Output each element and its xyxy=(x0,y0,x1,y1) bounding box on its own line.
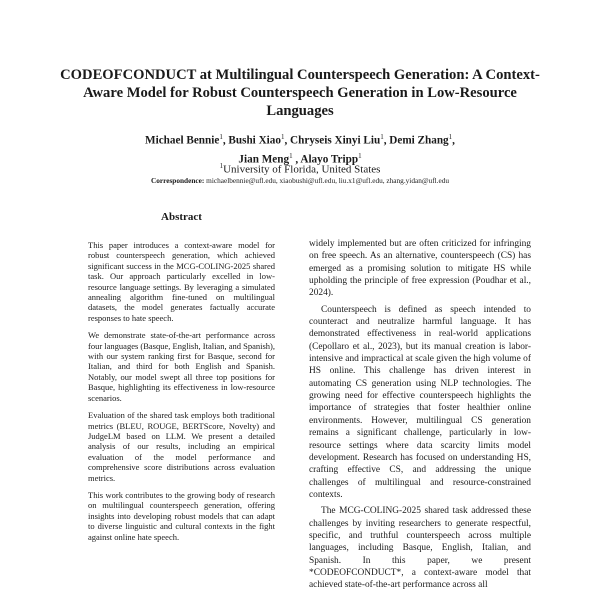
correspondence xyxy=(40,176,560,186)
author-name: Chryseis Xinyi Liu xyxy=(290,134,381,147)
abstract-paragraph: Evaluation of the shared task employs both traditional metrics (BLEU, ROUGE, BERTScore, Novelty) and JudgeLM based on LLM. We present a detailed analysis of our results, including an empirical evaluation of the model performance and comprehensive score distributions across evaluation metrics. xyxy=(88,410,275,483)
abstract-column xyxy=(88,210,275,549)
author-affiliation-mark: 1 xyxy=(280,133,285,141)
author-separator: , xyxy=(383,134,390,147)
author-affiliation-mark: 1 xyxy=(289,151,293,160)
affiliation-text: University of Florida, United States xyxy=(223,163,381,176)
author-separator: , xyxy=(222,134,229,147)
author-separator: , xyxy=(292,153,301,166)
abstract-heading: Abstract xyxy=(161,211,202,223)
body-paragraph: Counterspeech is defined as speech intended to counteract and neutralize harmful language. It has demonstrated effectiveness in real-world applications (Cepollaro et al., 2023), but its manual creation is labor-intensive and impractical at scale given the high volume of HS online. This challenge has driven interest in automating CS generation using NLP technologies. The growing need for effective counterspeech highlights the importance of strategies that foster healthier online environments. However, multilingual CS generation remains a significant challenge, particularly in low-resource settings where data scarcity limits model development. Research has focused on understanding HS, crafting effective CS, and addressing the unique challenges of multilingual and resource-constrained contexts. xyxy=(309,304,531,500)
paper-title: CODEOFCONDUCT at Multilingual Counterspeech Generation: A Context-Aware Model for Robust Counterspeech Generation in Low-Resource Languages xyxy=(60,67,540,119)
body-paragraph: The MCG-COLING-2025 shared task addressed these challenges by inviting researchers to generate respectful, specific, and truthful counterspeech across multiple languages, including Basque, English, Italian, and Spanish. In this paper, we present *CODEOFCONDUCT*, a context-aware model that achieved state-of-the-art performance across all xyxy=(309,506,531,591)
author-separator: , xyxy=(452,134,455,147)
abstract-paragraph: This work contributes to the growing body of research on multilingual counterspeech generation, offering insights into developing robust models that can adapt to diverse linguistic and cultural contexts in the fight against online hate speech. xyxy=(88,489,275,542)
body-column xyxy=(309,238,531,596)
author-affiliation-mark: 1 xyxy=(358,151,362,160)
author-name: Michael Bennie xyxy=(145,134,220,147)
author-name: Demi Zhang xyxy=(389,134,449,147)
correspondence-label: Correspondence: xyxy=(150,176,205,185)
author-name: Bushi Xiao xyxy=(228,134,281,147)
correspondence-emails: michaelbennie@ufl.edu, xiaobushi@ufl.edu, liu.x1@ufl.edu, zhang.yidan@ufl.edu xyxy=(206,176,450,185)
author-separator: , xyxy=(284,134,291,147)
author-affiliation-mark: 1 xyxy=(380,133,384,141)
abstract-body xyxy=(88,240,275,542)
abstract-paragraph: This paper introduces a context-aware model for robust counterspeech generation, which achieved significant success in the MCG-COLING-2025 shared task. Our approach particularly excelled in low-resource language settings. By leveraging a simulated annealing algorithm fine-tuned on multilingual datasets, the model generates factually accurate responses to hate speech. xyxy=(88,240,275,323)
author-name: Alayo Tripp xyxy=(300,153,359,166)
author-affiliation-mark: 1 xyxy=(448,133,453,141)
author-affiliation-mark: 1 xyxy=(219,133,223,141)
affiliation-mark: 1 xyxy=(219,162,224,170)
affiliation xyxy=(60,160,540,177)
body-paragraph: widely implemented but are often criticized for infringing on free speech. As an alternative, counterspeech (CS) has emerged as a promising solution to mitigate HS while upholding the principle of free expression (Poudhar et al., 2024). xyxy=(309,239,531,299)
abstract-paragraph: We demonstrate state-of-the-art performance across four languages (Basque, English, Italian, and Spanish), with our system ranking first for Basque, second for Italian, and third for both English and Spanish. Notably, our model swept all three top positions for Basque, highlighting its effectiveness in low-resource scenarios. xyxy=(88,330,275,403)
author-name: Jian Meng xyxy=(238,153,290,166)
